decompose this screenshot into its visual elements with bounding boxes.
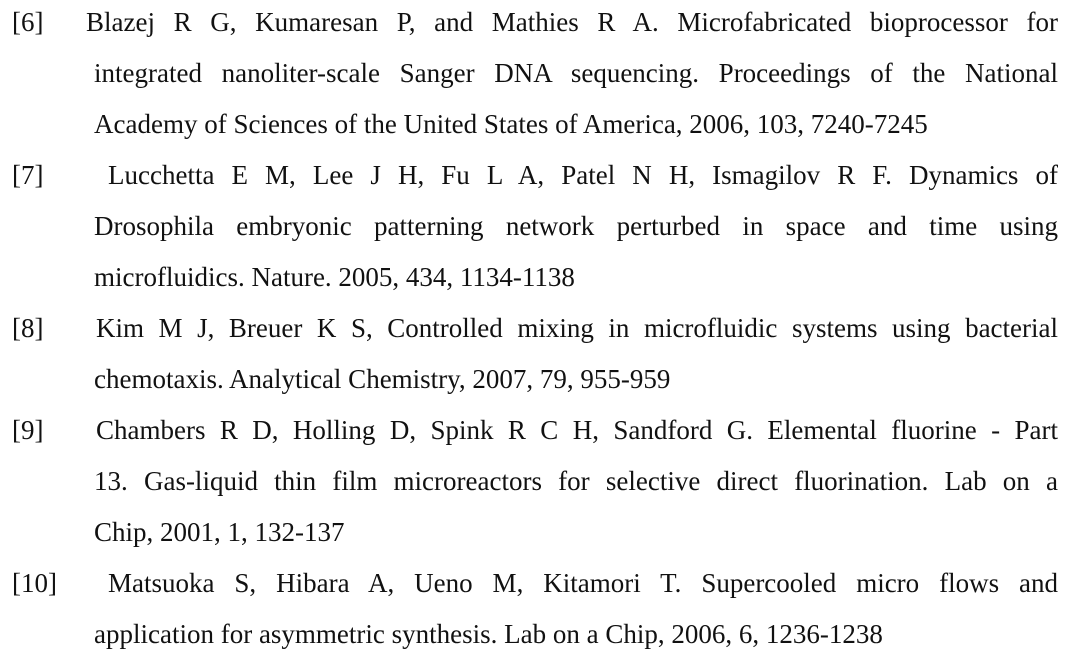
reference-number: [10] <box>12 568 57 598</box>
reference-line: Academy of Sciences of the United States of America, 2006, 103, 7240-7245 <box>94 109 928 139</box>
reference-line: Kim M J, Breuer K S, Controlled mixing in microfluidic systems using bacterial <box>96 313 1058 343</box>
reference-line: integrated nanoliter-scale Sanger DNA sequencing. Proceedings of the National <box>94 58 1058 88</box>
reference-number: [7] <box>12 160 44 190</box>
reference-number: [9] <box>12 415 44 445</box>
reference-number: [6] <box>12 7 44 37</box>
reference-line: Chip, 2001, 1, 132-137 <box>94 517 345 547</box>
reference-line: Drosophila embryonic patterning network perturbed in space and time using <box>94 211 1058 241</box>
reference-line: Matsuoka S, Hibara A, Ueno M, Kitamori T. Supercooled micro flows and <box>108 568 1058 598</box>
reference-number: [8] <box>12 313 44 343</box>
reference-line: 13. Gas-liquid thin film microreactors for selective direct fluorination. Lab on a <box>94 466 1058 496</box>
reference-line: Blazej R G, Kumaresan P, and Mathies R A. Microfabricated bioprocessor for <box>86 7 1058 37</box>
reference-line: Chambers R D, Holling D, Spink R C H, Sandford G. Elemental fluorine - Part <box>96 415 1058 445</box>
reference-line: Lucchetta E M, Lee J H, Fu L A, Patel N H, Ismagilov R F. Dynamics of <box>108 160 1058 190</box>
reference-line: application for asymmetric synthesis. Lab on a Chip, 2006, 6, 1236-1238 <box>94 619 883 649</box>
reference-line: microfluidics. Nature. 2005, 434, 1134-1138 <box>94 262 575 292</box>
reference-line: chemotaxis. Analytical Chemistry, 2007, 79, 955-959 <box>94 364 671 394</box>
